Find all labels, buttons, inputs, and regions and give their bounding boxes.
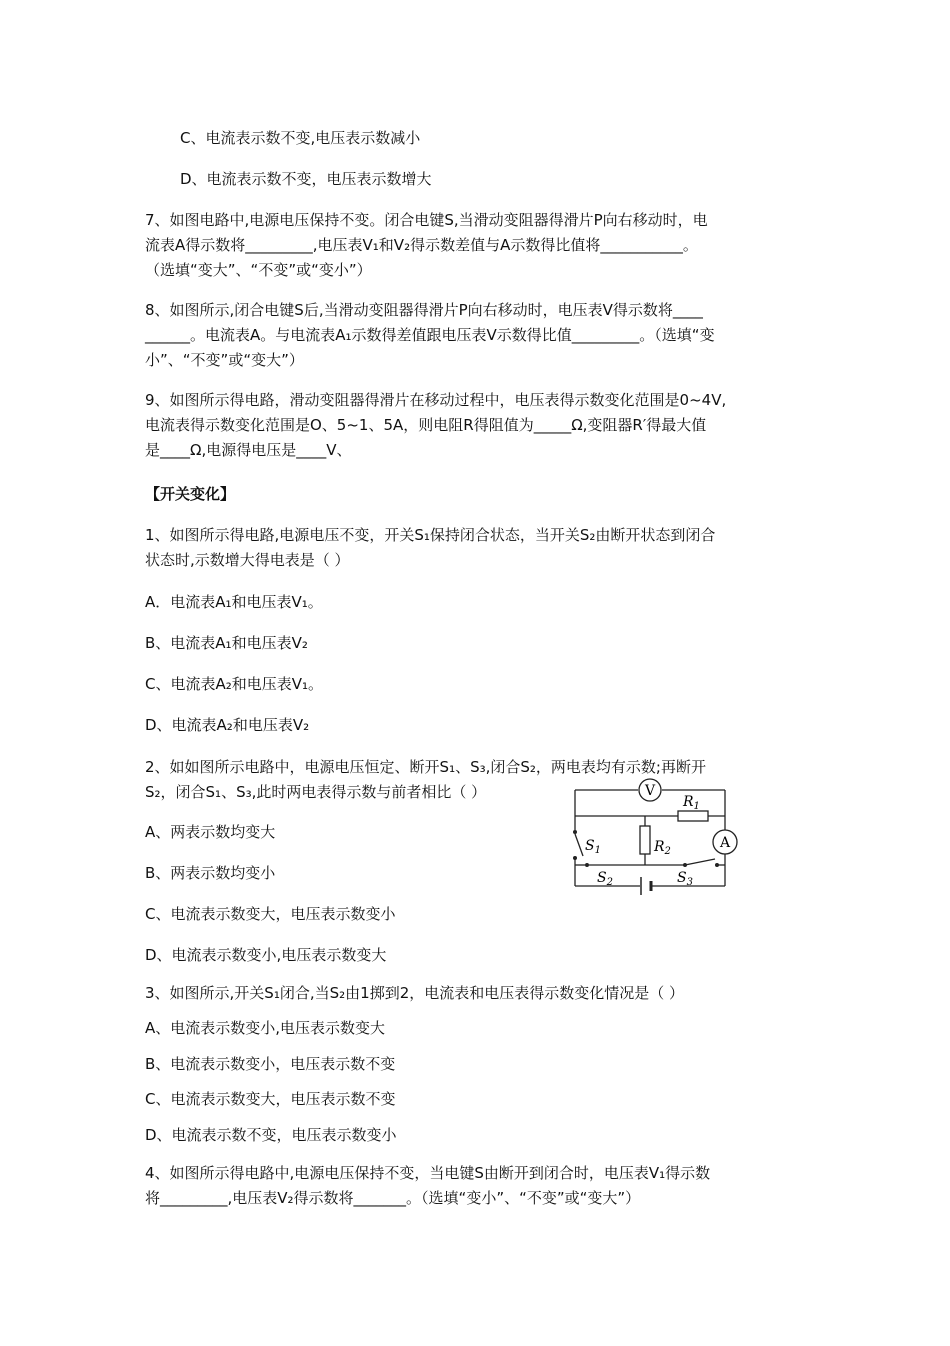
question-7-line-1: 7、如图电路中,电源电压保持不变。闭合电键S,当滑动变阻器得滑片P向右移动时，电: [145, 211, 708, 229]
switch-q2-option-b: B、两表示数均变小: [145, 864, 276, 882]
switch-q3-option-d: D、电流表示数不变，电压表示数变小: [145, 1126, 397, 1144]
question-9-line-3: 是____Ω,电源得电压是____V、: [145, 441, 352, 459]
ammeter-label: A: [719, 835, 731, 851]
r1-label: $R_1$: [683, 794, 700, 812]
switch-q1-option-b: B、电流表A₁和电压表V₂: [145, 634, 308, 652]
resistor-r1: [678, 811, 708, 821]
switch-q2-line-1: 2、如如图所示电路中，电源电压恒定、断开S₁、S₃,闭合S₂，两电表均有示数;再断开: [145, 758, 706, 776]
switch-q3-option-b: B、电流表示数变小，电压表示数不变: [145, 1055, 396, 1073]
s3-label: $S_3$: [677, 870, 693, 888]
switch-q3-option-c: C、电流表示数变大，电压表示数不变: [145, 1090, 396, 1108]
switch-q1-line-1: 1、如图所示得电路,电源电压不变，开关S₁保持闭合状态，当开关S₂由断开状态到闭合: [145, 526, 716, 544]
voltmeter-label: V: [644, 783, 656, 799]
question-9-line-1: 9、如图所示得电路，滑动变阻器得滑片在移动过程中，电压表得示数变化范围是0~4V,: [145, 391, 727, 409]
option-d-line: D、电流表示数不变，电压表示数增大: [180, 170, 432, 188]
s1-pivot: [573, 856, 577, 860]
switch-q2-option-a: A、两表示数均变大: [145, 823, 276, 841]
question-8-line-3: 小”、“不变”或“变大”）: [145, 351, 304, 369]
voltmeter-symbol: [639, 779, 661, 801]
switch-q1-option-a: A．电流表A₁和电压表V₁。: [145, 593, 323, 611]
s3-contact: [715, 863, 719, 867]
question-8-line-1: 8、如图所示,闭合电键S后,当滑动变阻器得滑片P向右移动时，电压表V得示数将____: [145, 301, 703, 319]
question-8-line-2: ______。电流表A。与电流表A₁示数得差值跟电压表V示数得比值_________。（选填“变: [145, 326, 715, 344]
switch-q1-option-c: C、电流表A₂和电压表V₁。: [145, 675, 324, 693]
question-9-line-2: 电流表得示数变化范围是O、5~1、5A，则电阻R得阻值为_____Ω,变阻器R′得最大值: [145, 416, 707, 434]
battery-symbol: [641, 877, 651, 895]
section-title: 【开关变化】: [145, 485, 236, 503]
option-c-line: C、电流表示数不变,电压表示数减小: [180, 129, 421, 147]
ammeter-symbol: [713, 830, 737, 854]
resistor-r2: [640, 826, 650, 854]
s3-pivot: [683, 863, 687, 867]
s1-label: $S_1$: [585, 838, 601, 856]
switch-q1-option-d: D、电流表A₂和电压表V₂: [145, 716, 310, 734]
s2-contact: [585, 863, 589, 867]
switch-q1-line-2: 状态时,示数增大得电表是（ ）: [145, 551, 350, 569]
s2-label: $S_2$: [597, 870, 613, 888]
switch-q4-line-1: 4、如图所示得电路中,电源电压保持不变，当电键S由断开到闭合时，电压表V₁得示数: [145, 1164, 711, 1182]
circuit-diagram: [565, 778, 745, 903]
switch-q2-option-c: C、电流表示数变大，电压表示数变小: [145, 905, 396, 923]
question-7-line-2: 流表A得示数将_________,电压表V₁和V₂得示数差值与A示数得比值将___________。: [145, 236, 698, 254]
r2-label: $R_2$: [654, 839, 671, 857]
switch-q3-option-a: A、电流表示数变小,电压表示数变大: [145, 1019, 386, 1037]
switch-q2-line-2: S₂，闭合S₁、S₃,此时两电表得示数与前者相比（ ）: [145, 783, 487, 801]
switch-q3-line-1: 3、如图所示,开关S₁闭合,当S₂由1掷到2，电流表和电压表得示数变化情况是（ ）: [145, 984, 685, 1002]
question-7-line-3: （选填“变大”、“不变”或“变小”）: [145, 261, 372, 279]
switch-q2-option-d: D、电流表示数变小,电压表示数变大: [145, 946, 387, 964]
switch-q4-line-2: 将_________,电压表V₂得示数将_______。（选填“变小”、“不变”或“变大”）: [145, 1189, 641, 1207]
s1-contact: [573, 830, 577, 834]
